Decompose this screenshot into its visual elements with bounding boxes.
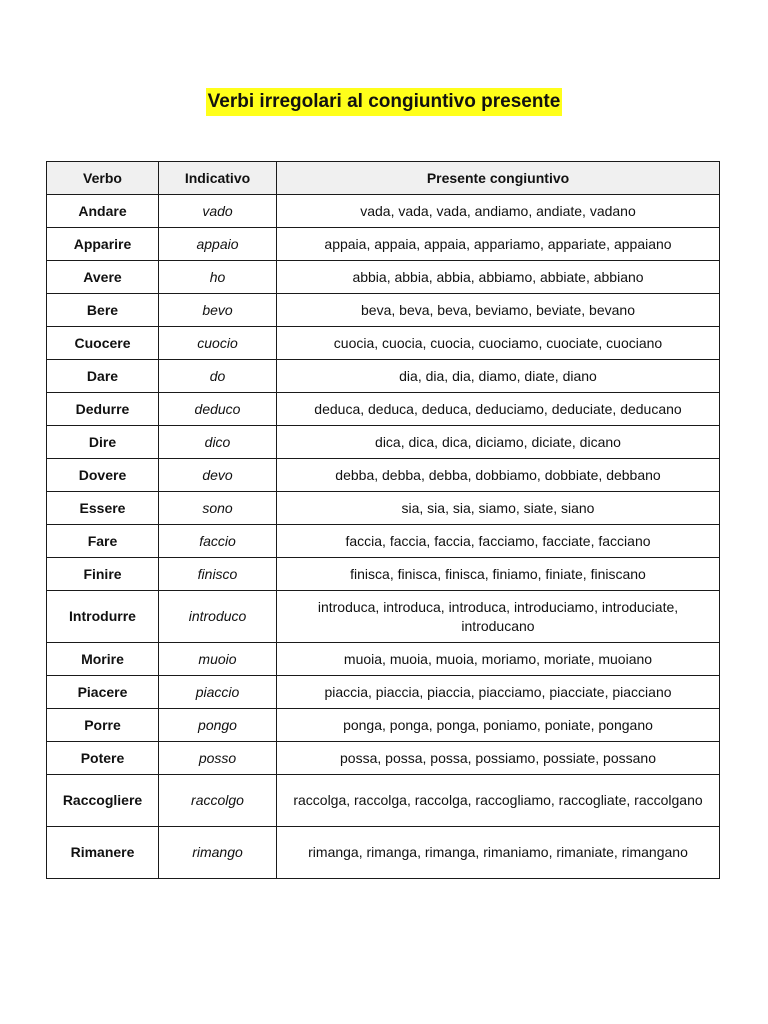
table-row (47, 294, 720, 327)
table-header-row (47, 162, 720, 195)
verb-cell: Piacere (47, 676, 159, 709)
table-row (47, 591, 720, 643)
verb-cell: Avere (47, 261, 159, 294)
subjunctive-cell: dica, dica, dica, diciamo, diciate, dicano (277, 426, 720, 459)
subjunctive-cell: abbia, abbia, abbia, abbiamo, abbiate, abbiano (277, 261, 720, 294)
indicative-cell: finisco (159, 558, 277, 591)
verb-cell: Andare (47, 195, 159, 228)
verb-cell: Potere (47, 742, 159, 775)
verb-cell: Cuocere (47, 327, 159, 360)
indicative-cell: raccolgo (159, 775, 277, 827)
table-row (47, 360, 720, 393)
indicative-cell: piaccio (159, 676, 277, 709)
indicative-cell: muoio (159, 643, 277, 676)
title-container (0, 88, 768, 116)
indicative-cell: introduco (159, 591, 277, 643)
indicative-cell: dico (159, 426, 277, 459)
indicative-cell: devo (159, 459, 277, 492)
page-title: Verbi irregolari al congiuntivo presente (206, 88, 563, 116)
verb-cell: Raccogliere (47, 775, 159, 827)
subjunctive-cell: beva, beva, beva, beviamo, beviate, bevano (277, 294, 720, 327)
table-row (47, 827, 720, 879)
verb-cell: Finire (47, 558, 159, 591)
subjunctive-cell: possa, possa, possa, possiamo, possiate, possano (277, 742, 720, 775)
verbs-table (46, 161, 720, 879)
indicative-cell: sono (159, 492, 277, 525)
indicative-cell: do (159, 360, 277, 393)
subjunctive-cell: deduca, deduca, deduca, deduciamo, deduciate, deducano (277, 393, 720, 426)
table-row (47, 709, 720, 742)
subjunctive-cell: debba, debba, debba, dobbiamo, dobbiate, debbano (277, 459, 720, 492)
table-row (47, 228, 720, 261)
header-verb: Verbo (47, 162, 159, 195)
verb-cell: Apparire (47, 228, 159, 261)
subjunctive-cell: introduca, introduca, introduca, introduciamo, introduciate, introducano (277, 591, 720, 643)
table-row (47, 775, 720, 827)
subjunctive-cell: rimanga, rimanga, rimanga, rimaniamo, rimaniate, rimangano (277, 827, 720, 879)
verb-cell: Dare (47, 360, 159, 393)
verb-cell: Dovere (47, 459, 159, 492)
subjunctive-cell: sia, sia, sia, siamo, siate, siano (277, 492, 720, 525)
table-row (47, 261, 720, 294)
indicative-cell: faccio (159, 525, 277, 558)
subjunctive-cell: raccolga, raccolga, raccolga, raccogliamo, raccogliate, raccolgano (277, 775, 720, 827)
verb-cell: Fare (47, 525, 159, 558)
indicative-cell: posso (159, 742, 277, 775)
verb-cell: Bere (47, 294, 159, 327)
indicative-cell: vado (159, 195, 277, 228)
table-row (47, 525, 720, 558)
subjunctive-cell: cuocia, cuocia, cuocia, cuociamo, cuociate, cuociano (277, 327, 720, 360)
verb-cell: Morire (47, 643, 159, 676)
table-row (47, 327, 720, 360)
table-row (47, 643, 720, 676)
indicative-cell: rimango (159, 827, 277, 879)
verb-cell: Essere (47, 492, 159, 525)
subjunctive-cell: piaccia, piaccia, piaccia, piacciamo, piacciate, piacciano (277, 676, 720, 709)
indicative-cell: cuocio (159, 327, 277, 360)
subjunctive-cell: vada, vada, vada, andiamo, andiate, vadano (277, 195, 720, 228)
verb-cell: Rimanere (47, 827, 159, 879)
table-row (47, 459, 720, 492)
indicative-cell: bevo (159, 294, 277, 327)
header-subjunctive: Presente congiuntivo (277, 162, 720, 195)
subjunctive-cell: finisca, finisca, finisca, finiamo, finiate, finiscano (277, 558, 720, 591)
header-indicative: Indicativo (159, 162, 277, 195)
verb-cell: Porre (47, 709, 159, 742)
table-row (47, 426, 720, 459)
table-row (47, 393, 720, 426)
verb-cell: Dedurre (47, 393, 159, 426)
verb-cell: Introdurre (47, 591, 159, 643)
subjunctive-cell: appaia, appaia, appaia, appariamo, appariate, appaiano (277, 228, 720, 261)
indicative-cell: appaio (159, 228, 277, 261)
table-row (47, 676, 720, 709)
indicative-cell: pongo (159, 709, 277, 742)
subjunctive-cell: ponga, ponga, ponga, poniamo, poniate, pongano (277, 709, 720, 742)
indicative-cell: ho (159, 261, 277, 294)
indicative-cell: deduco (159, 393, 277, 426)
verb-cell: Dire (47, 426, 159, 459)
subjunctive-cell: faccia, faccia, faccia, facciamo, facciate, facciano (277, 525, 720, 558)
table-row (47, 558, 720, 591)
table-row (47, 742, 720, 775)
table-row (47, 195, 720, 228)
subjunctive-cell: muoia, muoia, muoia, moriamo, moriate, muoiano (277, 643, 720, 676)
subjunctive-cell: dia, dia, dia, diamo, diate, diano (277, 360, 720, 393)
table-row (47, 492, 720, 525)
